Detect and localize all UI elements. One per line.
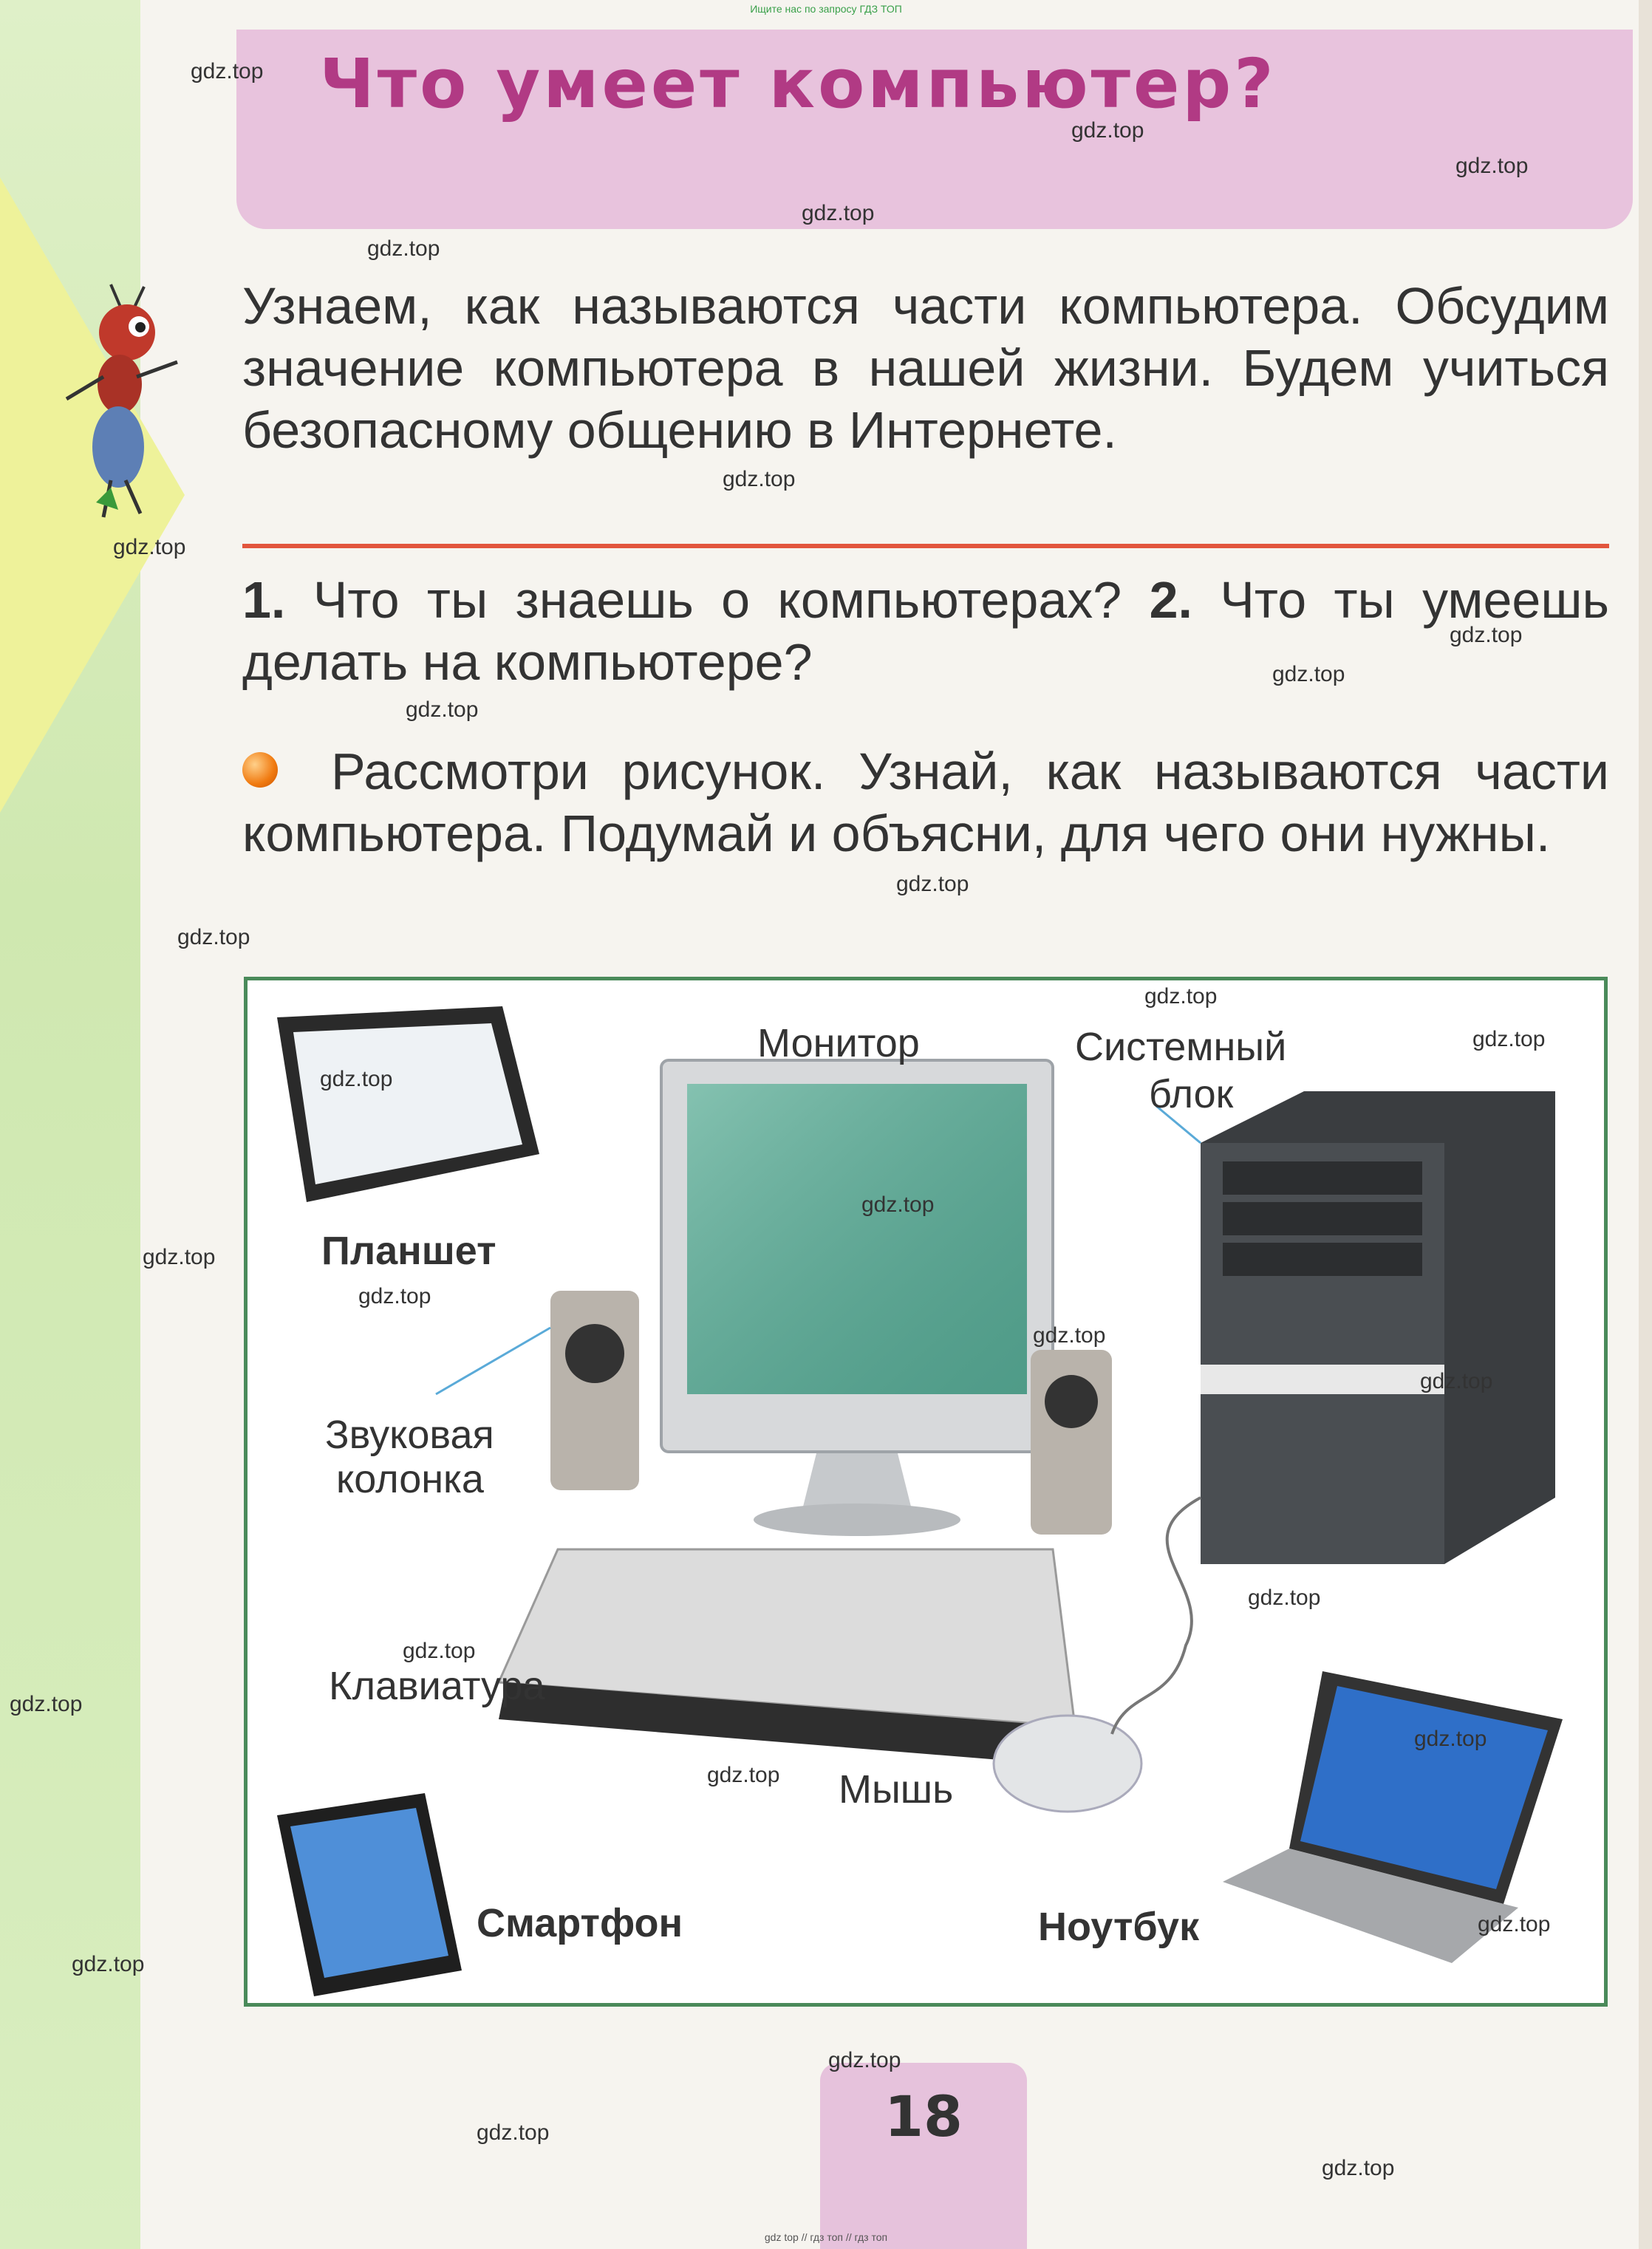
top-note: Ищите нас по запросу ГДЗ ТОП: [750, 3, 902, 15]
watermark: gdz.top: [723, 467, 796, 491]
watermark: gdz.top: [1322, 2156, 1395, 2180]
watermark: gdz.top: [1071, 118, 1144, 143]
ant-mascot-icon: [52, 281, 199, 525]
watermark: gdz.top: [177, 925, 250, 949]
watermark: gdz.top: [707, 1763, 780, 1787]
question-1-text: Что ты знаешь о компьютерах?: [313, 571, 1122, 629]
computer-parts-figure: [244, 977, 1608, 2007]
watermark: gdz.top: [802, 201, 875, 225]
laptop-label: Ноутбук: [1038, 1905, 1200, 1949]
smartphone-label: Смартфон: [477, 1901, 683, 1945]
question-1-number: 1.: [242, 571, 286, 629]
task-paragraph: Рассмотри рисунок. Узнай, как называются части компьютера. Подумай и объясни, для чего они нужны.: [242, 743, 1609, 862]
mouse-label: Мышь: [839, 1767, 954, 1812]
watermark: gdz.top: [828, 2048, 901, 2072]
keyboard-label: Клавиатура: [329, 1664, 545, 1708]
watermark: gdz.top: [896, 872, 969, 896]
watermark: gdz.top: [1272, 662, 1345, 686]
bottom-note: gdz top // гдз топ // гдз топ: [764, 2231, 888, 2243]
watermark: gdz.top: [1478, 1912, 1551, 1936]
watermark: gdz.top: [1472, 1027, 1546, 1051]
page-title: Что умеет компьютер?: [319, 44, 1277, 123]
system-unit-label-line1: Системный: [1075, 1025, 1287, 1069]
mouse-icon: [994, 1716, 1141, 1812]
question-2-text: Что ты умеешь делать на компьютере?: [242, 571, 1609, 691]
speaker-label-line1: Звуковая: [325, 1413, 494, 1457]
watermark: gdz.top: [320, 1067, 393, 1091]
watermark: gdz.top: [10, 1692, 83, 1716]
watermark: gdz.top: [1144, 984, 1218, 1009]
monitor-icon: [661, 1060, 1053, 1536]
watermark: gdz.top: [1455, 154, 1529, 178]
speaker-label-line2: колонка: [336, 1457, 484, 1501]
system-unit-icon: [1201, 1091, 1555, 1564]
watermark: gdz.top: [1248, 1586, 1321, 1610]
watermark: gdz.top: [1033, 1323, 1106, 1348]
watermark: gdz.top: [406, 697, 479, 722]
questions-paragraph: [242, 569, 1609, 693]
page-number: 18: [884, 2084, 963, 2149]
watermark: gdz.top: [477, 2120, 550, 2145]
watermark: gdz.top: [358, 1284, 431, 1308]
tablet-label: Планшет: [321, 1229, 496, 1273]
watermark: gdz.top: [113, 535, 186, 559]
left-speaker-icon: [550, 1291, 639, 1490]
keyboard-icon: [499, 1549, 1075, 1764]
watermark: gdz.top: [1414, 1727, 1487, 1751]
watermark: gdz.top: [72, 1952, 145, 1976]
watermark: gdz.top: [1450, 623, 1523, 647]
smartphone-icon: [277, 1793, 462, 1996]
system-unit-label-line2: блок: [1149, 1072, 1234, 1116]
intro-paragraph: Узнаем, как называются части компьютера. Обсудим значение компьютера в нашей жизни. Будем учиться безопасному общению в Интернете.: [242, 277, 1609, 459]
tablet-icon: [277, 1006, 539, 1202]
watermark: gdz.top: [861, 1192, 935, 1217]
watermark: gdz.top: [143, 1245, 216, 1269]
watermark: gdz.top: [191, 59, 264, 83]
watermark: gdz.top: [403, 1639, 476, 1663]
watermark: gdz.top: [367, 236, 440, 261]
watermark: gdz.top: [1420, 1369, 1493, 1393]
question-2-number: 2.: [1149, 571, 1192, 629]
right-speaker-icon: [1031, 1350, 1112, 1535]
page-edge: [1639, 0, 1652, 2249]
section-divider: [242, 544, 1609, 548]
monitor-label: Монитор: [757, 1021, 920, 1065]
